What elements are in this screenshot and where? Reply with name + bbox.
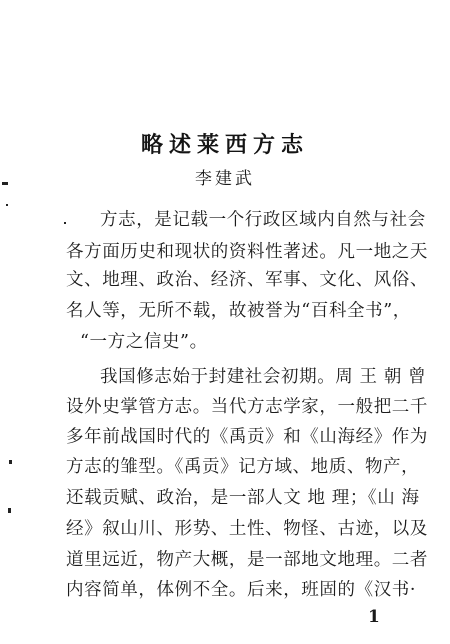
- scan-mark: [8, 508, 11, 513]
- paragraph-line: 各方面历史和现状的资料性著述。凡一地之天: [66, 242, 428, 262]
- paragraph-line: 方志的雏型。《禹贡》记方域、地质、物产，: [66, 457, 420, 477]
- author-name: 李建武: [195, 169, 255, 189]
- paragraph-line: 名人等，无所不载，故被誉为“百科全书”，: [66, 301, 411, 321]
- page-number: 1: [368, 607, 380, 627]
- paragraph-line: 多年前战国时代的《禹贡》和《山海经》作为: [66, 427, 428, 447]
- paragraph-line: 文、地理、政治、经济、军事、文化、风俗、: [66, 270, 428, 290]
- paragraph-line: 我国修志始于封建社会初期。周 王 朝 曾: [100, 367, 427, 387]
- paragraph-line: 道里远近，物产大概，是一部地文地理。二者: [66, 550, 428, 570]
- paragraph-line: 还载贡赋、政治，是一部人文 地 理；《山 海: [66, 488, 420, 508]
- scan-mark: [9, 460, 12, 464]
- paragraph-line: 内容简单，体例不全。后来，班固的《汉书·: [66, 580, 417, 600]
- scan-mark: [2, 182, 8, 185]
- paragraph-line: 经》叙山川、形势、土性、物怪、古迹，以及: [66, 519, 428, 539]
- paragraph-line: “一方之信史”。: [80, 332, 208, 352]
- paragraph-line: 方志，是记载一个行政区域内自然与社会: [100, 210, 426, 230]
- page-title: 略述莱西方志: [140, 132, 309, 158]
- paragraph-line: 设外史掌管方志。当代方志学家，一般把二千: [66, 397, 428, 417]
- scan-mark: [6, 204, 8, 206]
- scan-mark: [64, 222, 66, 224]
